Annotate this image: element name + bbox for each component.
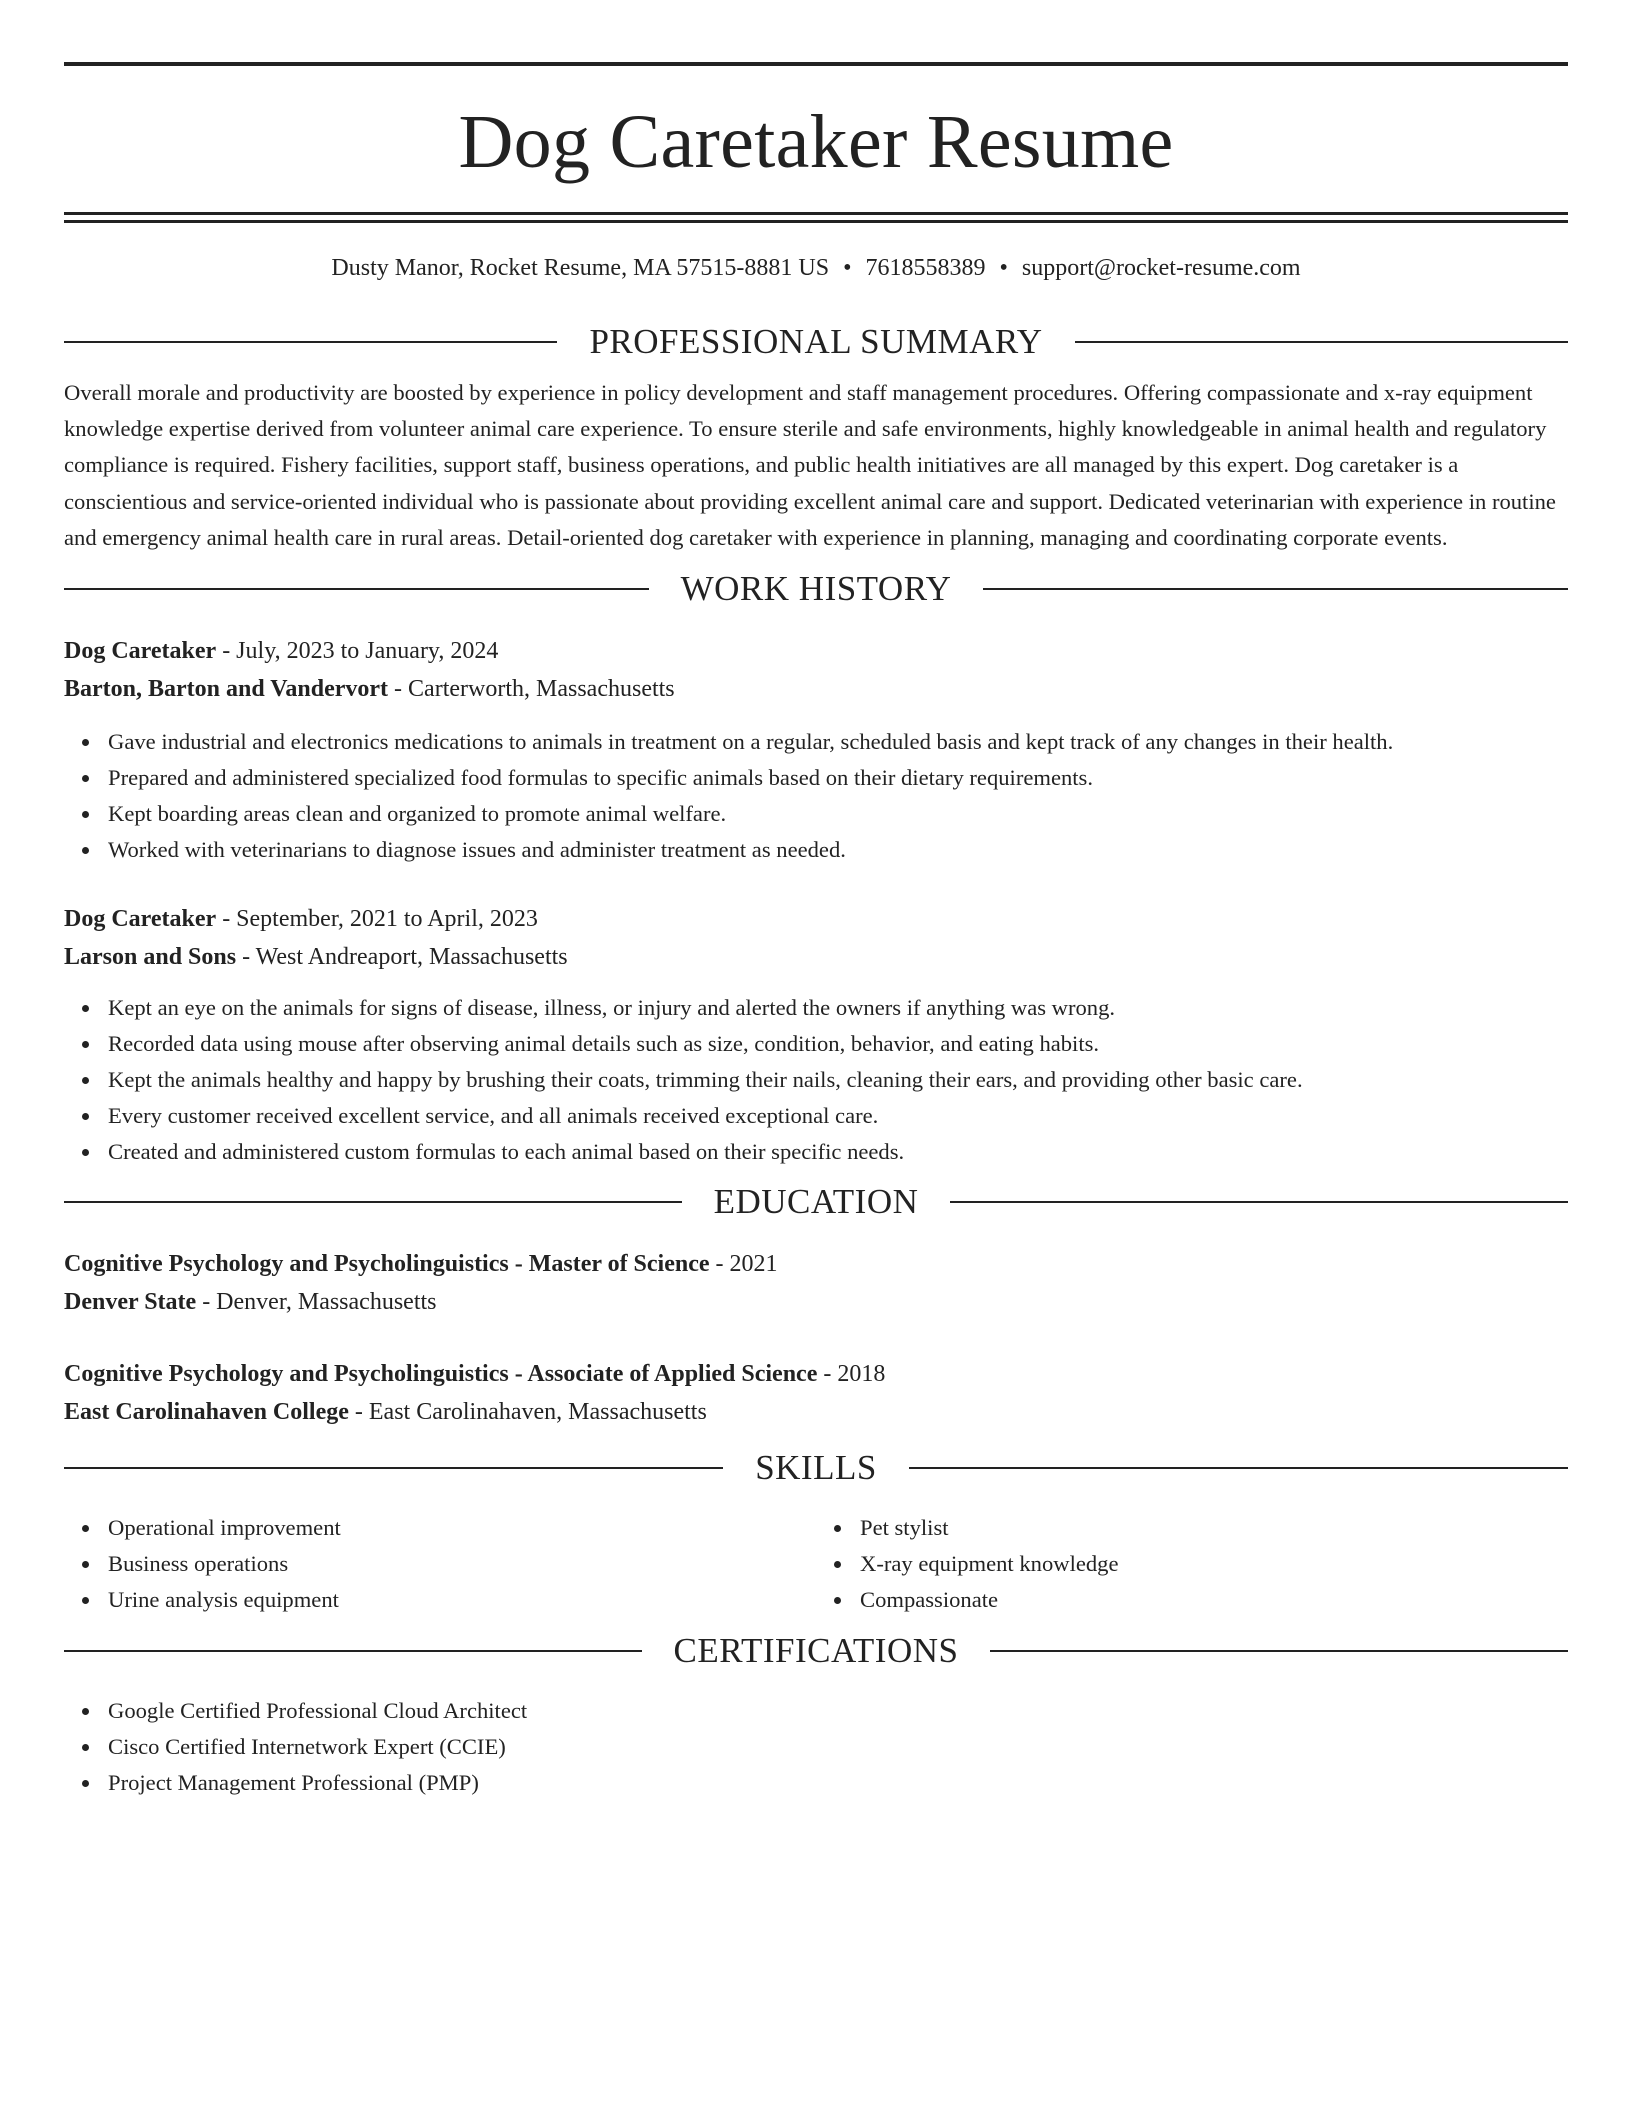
job-entry [64,632,1568,868]
list-item: Created and administered custom formulas to each animal based on their specific needs. [108,1134,1568,1170]
list-item: Every customer received excellent service, and all animals received exceptional care. [108,1098,1568,1134]
work-section-header [64,569,1568,609]
list-item: Project Management Professional (PMP) [108,1765,1568,1801]
divider-line [64,1467,723,1469]
degree-line [64,1355,1568,1393]
degree-name: Cognitive Psychology and Psycholinguistics - Associate of Applied Science [64,1361,818,1388]
list-item: Operational improvement [108,1510,816,1546]
school-line [64,1283,1568,1321]
divider-line [64,1650,642,1652]
list-item: Compassionate [860,1582,1568,1618]
job-company: Larson and Sons [64,944,237,971]
divider-line [64,341,557,343]
job-entry [64,900,1568,1170]
job-bullets [64,990,1568,1170]
summary-section-header [64,322,1568,362]
list-item: Google Certified Professional Cloud Architect [108,1693,1568,1729]
job-bullets [64,724,1568,868]
divider-line [990,1650,1568,1652]
school-name: Denver State [64,1289,197,1316]
job-company: Barton, Barton and Vandervort [64,676,389,703]
degree-line [64,1245,1568,1283]
divider-line [1075,341,1568,343]
degree-year: - 2018 [817,1361,886,1388]
contact-phone: 7618558389 [865,255,986,281]
education-entry [64,1355,1568,1431]
job-company-line [64,938,1568,976]
divider-line [950,1201,1568,1203]
list-item: Kept an eye on the animals for signs of disease, illness, or injury and alerted the owners if anything was wrong. [108,990,1568,1026]
job-dates: - September, 2021 to April, 2023 [216,906,538,933]
job-location: - West Andreaport, Massachusetts [236,944,568,971]
degree-year: - 2021 [709,1251,778,1278]
job-title: Dog Caretaker [64,638,217,665]
list-item: Urine analysis equipment [108,1582,816,1618]
list-item: Recorded data using mouse after observing animal details such as size, condition, behavior, and eating habits. [108,1026,1568,1062]
list-item: X-ray equipment knowledge [860,1546,1568,1582]
title-double-rule [64,212,1568,223]
resume-title: Dog Caretaker Resume [458,100,1174,184]
certifications-list [64,1693,1568,1801]
education-entry [64,1245,1568,1321]
contact-address: Dusty Manor, Rocket Resume, MA 57515-8881 US [331,255,830,281]
summary-heading: PROFESSIONAL SUMMARY [589,322,1043,361]
skills-left-list [64,1510,816,1618]
list-item: Kept boarding areas clean and organized to promote animal welfare. [108,796,1568,832]
divider-line [64,1201,682,1203]
divider-line [983,588,1568,590]
skills-section-header [64,1448,1568,1488]
job-title-line [64,900,1568,938]
certifications-heading: CERTIFICATIONS [673,1631,959,1671]
school-location: - East Carolinahaven, Massachusetts [348,1399,707,1426]
school-name: East Carolinahaven College [64,1399,349,1426]
list-item: Prepared and administered specialized food formulas to specific animals based on their dietary requirements. [108,760,1568,796]
list-item: Gave industrial and electronics medications to animals in treatment on a regular, scheduled basis and kept track of any changes in their health. [108,724,1568,760]
skills-heading: SKILLS [755,1448,877,1488]
list-item: Cisco Certified Internetwork Expert (CCIE) [108,1729,1568,1765]
job-title: Dog Caretaker [64,906,217,933]
education-section-header [64,1182,1568,1222]
contact-line [64,255,1568,285]
divider-line [909,1467,1568,1469]
list-item: Worked with veterinarians to diagnose issues and administer treatment as needed. [108,832,1568,868]
top-rule [64,62,1568,66]
divider-line [64,588,649,590]
summary-text: Overall morale and productivity are boosted by experience in policy development and staff management procedures. Offering compassionate and x-ray equipment knowledge expertise derived from volunteer animal care experience. To ensure sterile and safe environments, highly knowledgeable in animal health and regulatory compliance is required. Fishery facilities, support staff, business operations, and public health initiatives are all managed by this expert. Dog caretaker is a conscientious and service-oriented individual who is passionate about providing excellent animal care and support. Dedicated veterinarian with experience in routine and emergency animal health care in rural areas. Detail-oriented dog caretaker with experience in planning, managing and coordinating corporate events. [64,380,1556,550]
skills-right-list [816,1510,1568,1618]
education-heading: EDUCATION [713,1182,919,1222]
list-item: Pet stylist [860,1510,1568,1546]
job-company-line [64,670,1568,708]
degree-name: Cognitive Psychology and Psycholinguistics - Master of Science [64,1251,710,1278]
school-location: - Denver, Massachusetts [196,1289,437,1316]
list-item: Kept the animals healthy and happy by brushing their coats, trimming their nails, cleaning their ears, and providing other basic care. [108,1062,1568,1098]
contact-separator: • [999,255,1008,281]
job-dates: - July, 2023 to January, 2024 [216,638,499,665]
job-title-line [64,632,1568,670]
work-heading: WORK HISTORY [680,569,952,609]
contact-separator: • [843,255,852,281]
certifications-section-header [64,1631,1568,1671]
job-location: - Carterworth, Massachusetts [388,676,675,703]
contact-email: support@rocket-resume.com [1021,255,1301,281]
list-item: Business operations [108,1546,816,1582]
skills-grid [64,1510,1568,1618]
school-line [64,1393,1568,1431]
